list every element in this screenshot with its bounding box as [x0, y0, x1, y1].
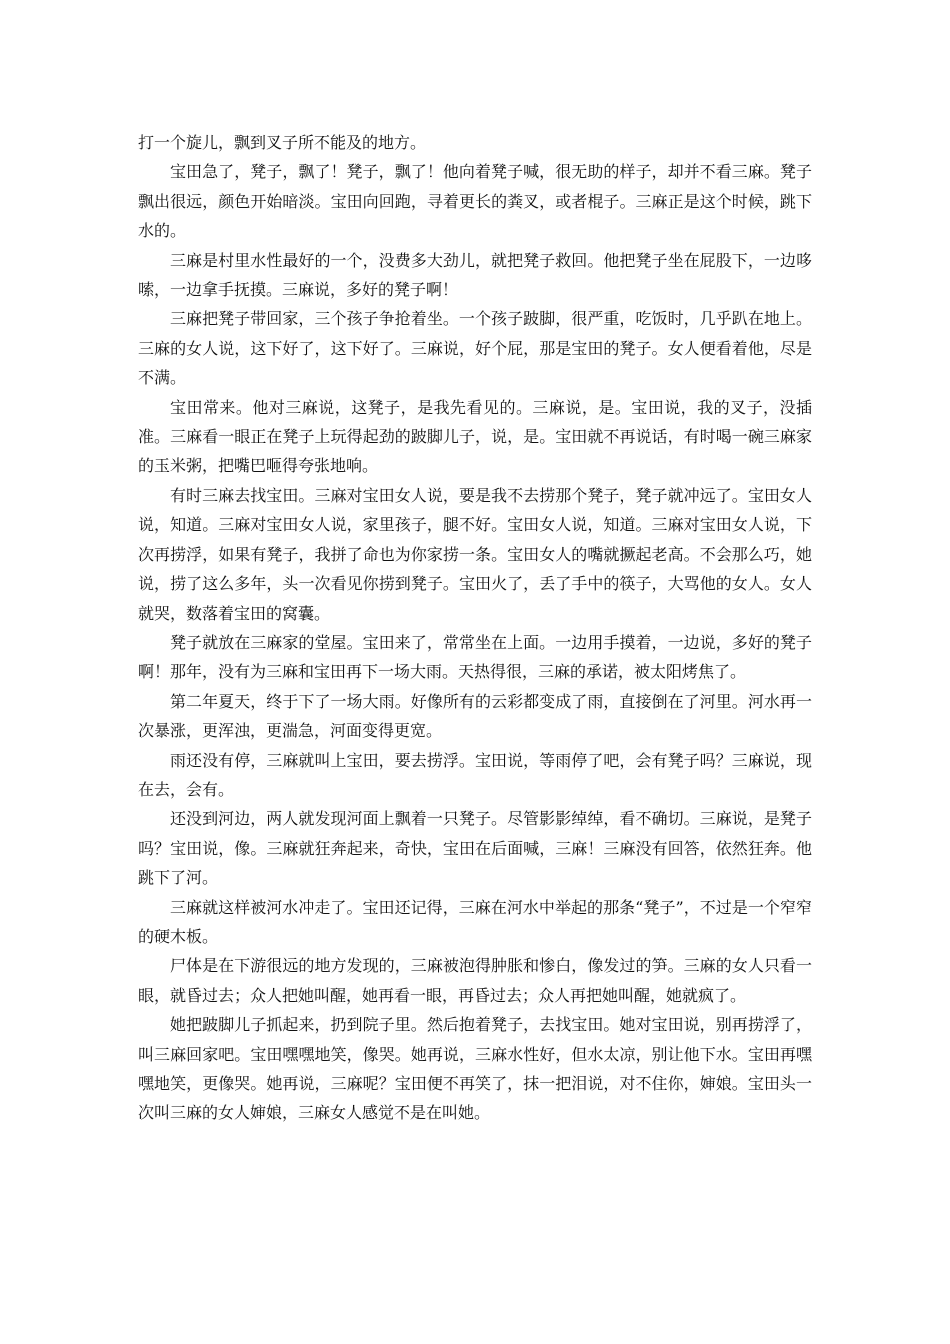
- document-body: [138, 128, 812, 1128]
- paragraph-5: 宝田常来。他对三麻说，这凳子，是我先看见的。三麻说，是。宝田说，我的叉子，没插准。三麻看一眼正在凳子上玩得起劲的跛脚儿子，说，是。宝田就不再说话，有时喝一碗三麻家的玉米粥，把嘴巴咂得夸张地响。: [138, 397, 812, 476]
- paragraph-3: 三麻是村里水性最好的一个，没费多大劲儿，就把凳子救回。他把凳子坐在屁股下，一边哆嗦，一边拿手抚摸。三麻说，多好的凳子啊！: [138, 250, 812, 300]
- paragraph-12: 尸体是在下游很远的地方发现的，三麻被泡得肿胀和惨白，像发过的笋。三麻的女人只看一眼，就昏过去；众人把她叫醒，她再看一眼，再昏过去；众人再把她叫醒，她就疯了。: [138, 956, 812, 1005]
- paragraph-1: 打一个旋儿，飘到叉子所不能及的地方。: [138, 133, 427, 152]
- paragraph-2: 宝田急了，凳子，飘了！凳子，飘了！他向着凳子喊，很无助的样子，却并不看三麻。凳子飘出很远，颜色开始暗淡。宝田向回跑，寻着更长的粪叉，或者棍子。三麻正是这个时候，跳下水的。: [138, 162, 812, 241]
- paragraph-10: 还没到河边，两人就发现河面上飘着一只凳子。尽管影影绰绰，看不确切。三麻说，是凳子吗？宝田说，像。三麻就狂奔起来，奇快，宝田在后面喊，三麻！三麻没有回答，依然狂奔。他跳下了河。: [138, 809, 812, 888]
- paragraph-9: 雨还没有停，三麻就叫上宝田，要去捞浮。宝田说，等雨停了吧，会有凳子吗？三麻说，现在去，会有。: [138, 750, 812, 799]
- paragraph-7: 凳子就放在三麻家的堂屋。宝田来了，常常坐在上面。一边用手摸着，一边说，多好的凳子啊！那年，没有为三麻和宝田再下一场大雨。天热得很，三麻的承诺，被太阳烤焦了。: [138, 632, 812, 682]
- paragraph-13: 她把跛脚儿子抓起来，扔到院子里。然后抱着凳子，去找宝田。她对宝田说，别再捞浮了，叫三麻回家吧。宝田嘿嘿地笑，像哭。她再说，三麻水性好，但水太凉，别让他下水。宝田再嘿嘿地笑，更像哭。她再说，三麻呢？宝田便不再笑了，抹一把泪说，对不住你，婶娘。宝田头一次叫三麻的女人婶娘，三麻女人感觉不是在叫她。: [138, 1015, 812, 1123]
- paragraph-4: 三麻把凳子带回家，三个孩子争抢着坐。一个孩子跛脚，很严重，吃饭时，几乎趴在地上。三麻的女人说，这下好了，这下好了。三麻说，好个屁，那是宝田的凳子。女人便看着他，尽是不满。: [138, 309, 812, 388]
- paragraph-11: 三麻就这样被河水冲走了。宝田还记得，三麻在河水中举起的那条“凳子”，不过是一个窄窄的硬木板。: [138, 897, 812, 946]
- paragraph-8: 第二年夏天，终于下了一场大雨。好像所有的云彩都变成了雨，直接倒在了河里。河水再一次暴涨，更浑浊，更湍急，河面变得更宽。: [138, 691, 812, 741]
- paragraph-6: 有时三麻去找宝田。三麻对宝田女人说，要是我不去捞那个凳子，凳子就冲远了。宝田女人说，知道。三麻对宝田女人说，家里孩子，腿不好。宝田女人说，知道。三麻对宝田女人说，下次再捞浮，如果有凳子，我拼了命也为你家捞一条。宝田女人的嘴就撅起老高。不会那么巧，她说，捞了这么多年，头一次看见你捞到凳子。宝田火了，丢了手中的筷子，大骂他的女人。女人就哭，数落着宝田的窝囊。: [138, 485, 812, 623]
